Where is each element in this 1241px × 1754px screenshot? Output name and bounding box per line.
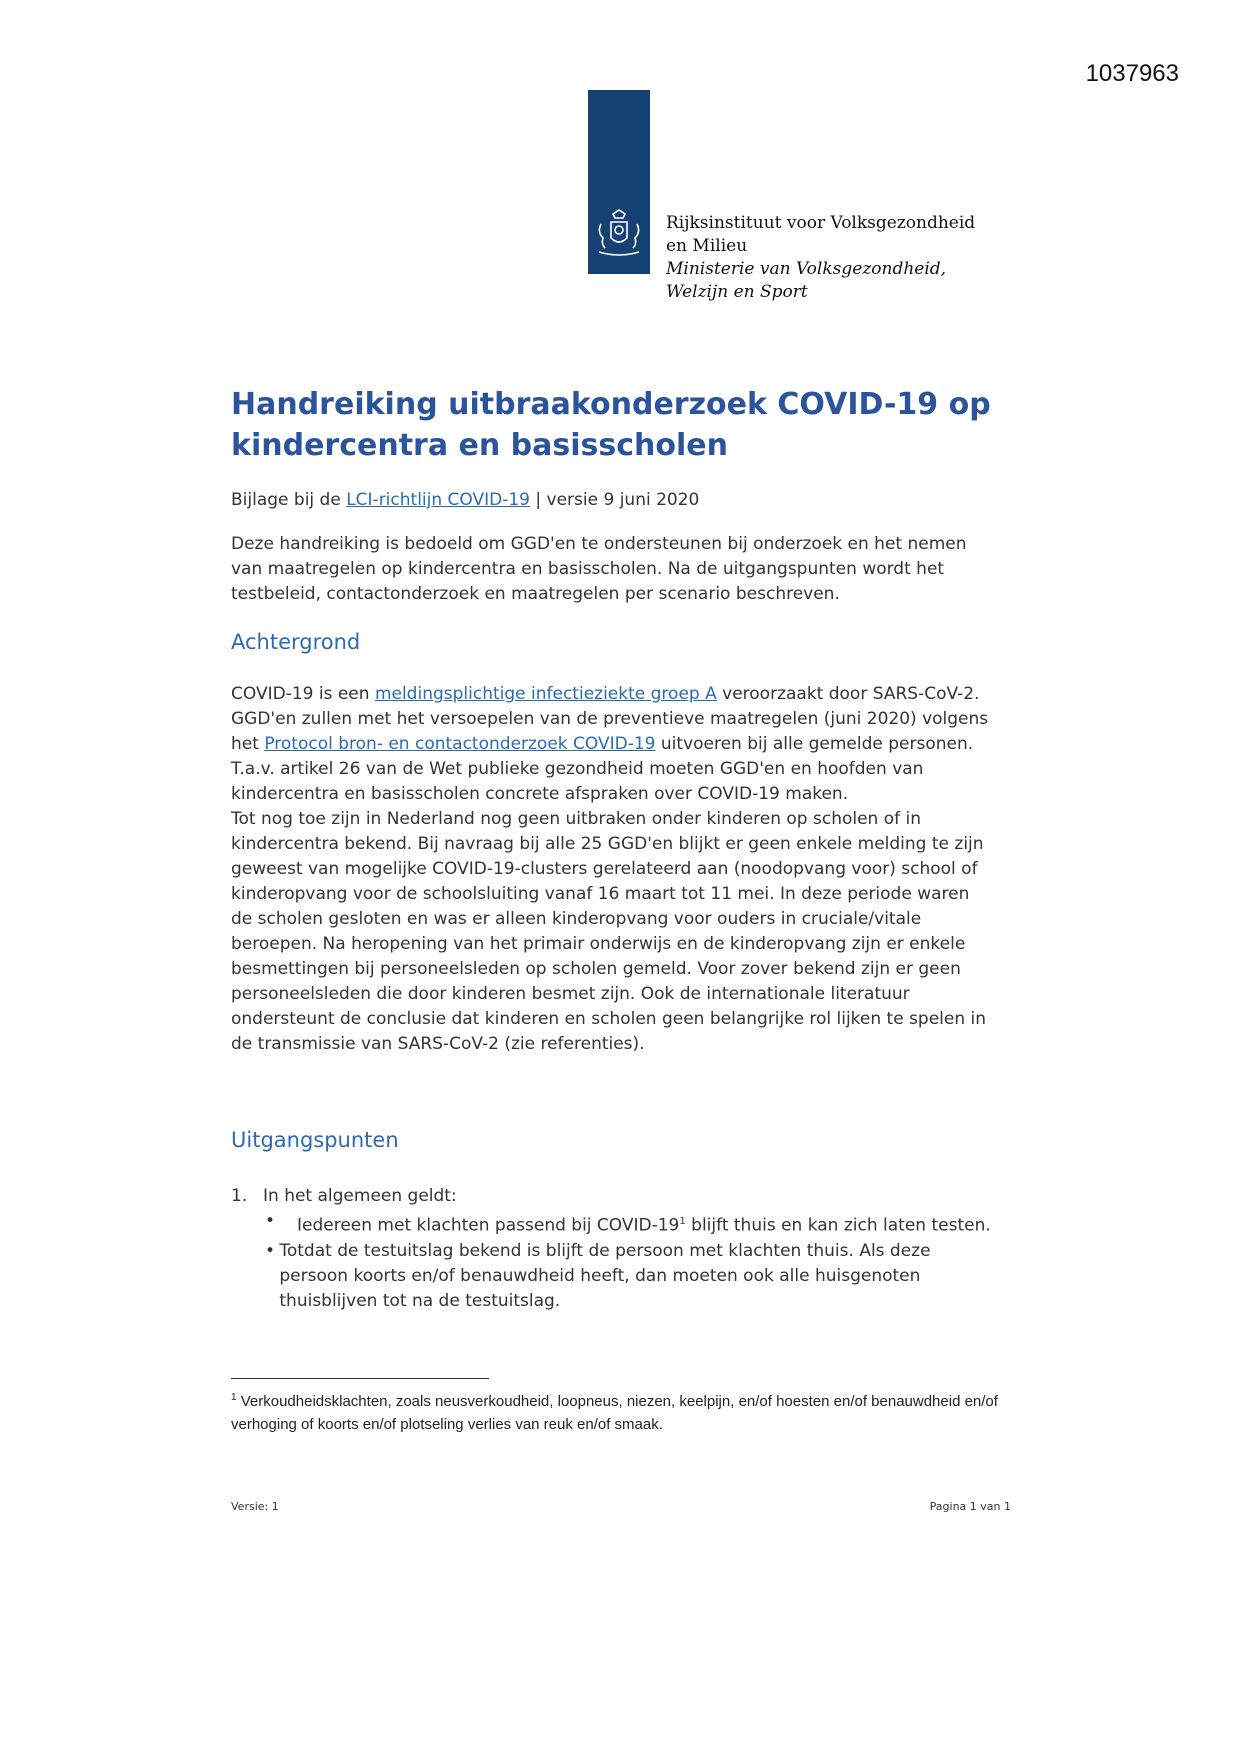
list-item-text: In het algemeen geldt: bbox=[263, 1186, 457, 1206]
org-line-2: en Milieu bbox=[666, 236, 748, 256]
list-number: 1. bbox=[231, 1186, 248, 1206]
bullet-item bbox=[263, 1239, 991, 1314]
footer-version: Versie: 1 bbox=[231, 1500, 279, 1513]
footer-page-number: Pagina 1 van 1 bbox=[929, 1500, 1011, 1513]
list-item bbox=[231, 1184, 991, 1209]
ministry-line-1: Ministerie van Volksgezondheid, bbox=[666, 259, 947, 279]
intro-paragraph: Deze handreiking is bedoeld om GGD'en te ondersteunen bij onderzoek en het nemen van maatregelen op kindercentra en basisscholen. Na de uitgangspunten wordt het testbeleid, contactonderzoek en maatregelen per scenario beschreven. bbox=[231, 534, 967, 604]
bullet-icon: • bbox=[265, 1240, 276, 1261]
bullet-list bbox=[263, 1209, 991, 1314]
ministry-line-2: Welzijn en Sport bbox=[666, 282, 808, 302]
heading-background: Achtergrond bbox=[231, 630, 361, 654]
protocol-link[interactable]: Protocol bron- en contactonderzoek COVID-19 bbox=[264, 734, 656, 754]
coat-of-arms-icon bbox=[593, 208, 645, 260]
org-line-1: Rijksinstituut voor Volksgezondheid bbox=[666, 213, 976, 233]
background-text bbox=[231, 682, 991, 1057]
text-span: veroorzaakt door SARS-CoV-2. GGD'en zullen met het versoepelen van de preventieve maatregelen (juni 2020) volgens het bbox=[231, 684, 989, 754]
document-subtitle bbox=[231, 488, 699, 513]
notifiable-disease-link[interactable]: meldingsplichtige infectieziekte groep A bbox=[374, 684, 717, 704]
bullet-icon: • bbox=[265, 1211, 276, 1231]
principles-list bbox=[231, 1184, 991, 1314]
subtitle-suffix: | versie 9 juni 2020 bbox=[530, 490, 700, 510]
footnote-divider bbox=[231, 1378, 489, 1379]
text-span: Iedereen met klachten passend bij COVID-19 bbox=[297, 1215, 680, 1236]
government-logo-bar bbox=[588, 90, 650, 274]
text-span: COVID-19 is een bbox=[231, 684, 375, 704]
footnote-ref[interactable]: 1 bbox=[679, 1216, 686, 1227]
footnote-text: Verkoudheidsklachten, zoals neusverkoudheid, loopneus, niezen, keelpijn, en/of hoesten en/of benauwdheid en/of verhoging of koorts en/of plotseling verlies van reuk en/of smaak. bbox=[231, 1393, 998, 1433]
background-paragraph-2: Tot nog toe zijn in Nederland nog geen uitbraken onder kinderen op scholen of in kindercentra bekend. Bij navraag bij alle 25 GGD'en blijkt er geen enkele melding te zijn geweest van mogelijke COVID-19-clusters gerelateerd aan (noodopvang voor) school of kinderopvang voor de schoolsluiting vanaf 16 maart tot 11 mei. In deze periode waren de scholen gesloten en was er alleen kinderopvang voor ouders in cruciale/vitale beroepen. Na heropening van het primair onderwijs en de kinderopvang zijn er enkele besmettingen bij personeelsleden op scholen gemeld. Voor zover bekend zijn er geen personeelsleden die door kinderen besmet zijn. Ook de internationale literatuur ondersteunt de conclusie dat kinderen en scholen geen belangrijke rol lijken te spelen in de transmissie van SARS-CoV-2 (zie referenties). bbox=[231, 809, 987, 1054]
bullet-text: Totdat de testuitslag bekend is blijft de persoon met klachten thuis. Als deze persoon koorts en/of benauwdheid heeft, dan moeten ook alle huisgenoten thuisblijven tot na de testuitslag. bbox=[279, 1240, 931, 1311]
subtitle-prefix: Bijlage bij de bbox=[231, 490, 347, 510]
heading-principles: Uitgangspunten bbox=[231, 1128, 399, 1152]
text-span: uitvoeren bij alle gemelde personen. T.a.v. artikel 26 van de Wet publieke gezondheid moeten GGD'en en hoofden van kindercentra en basisscholen concrete afspraken over COVID-19 maken. bbox=[231, 734, 974, 804]
lci-guideline-link[interactable]: LCI-richtlijn COVID-19 bbox=[346, 490, 530, 510]
bullet-item bbox=[263, 1209, 991, 1239]
background-paragraph-1 bbox=[231, 682, 991, 807]
document-id: 1037963 bbox=[1085, 60, 1179, 87]
organization-name bbox=[666, 212, 975, 304]
text-span: blijft thuis en kan zich laten testen. bbox=[685, 1215, 991, 1236]
bullet-text bbox=[297, 1209, 991, 1239]
footnote bbox=[231, 1386, 1011, 1436]
footnote-marker: 1 bbox=[231, 1392, 237, 1403]
document-title: Handreiking uitbraakonderzoek COVID-19 op kindercentra en basisscholen bbox=[231, 387, 991, 463]
